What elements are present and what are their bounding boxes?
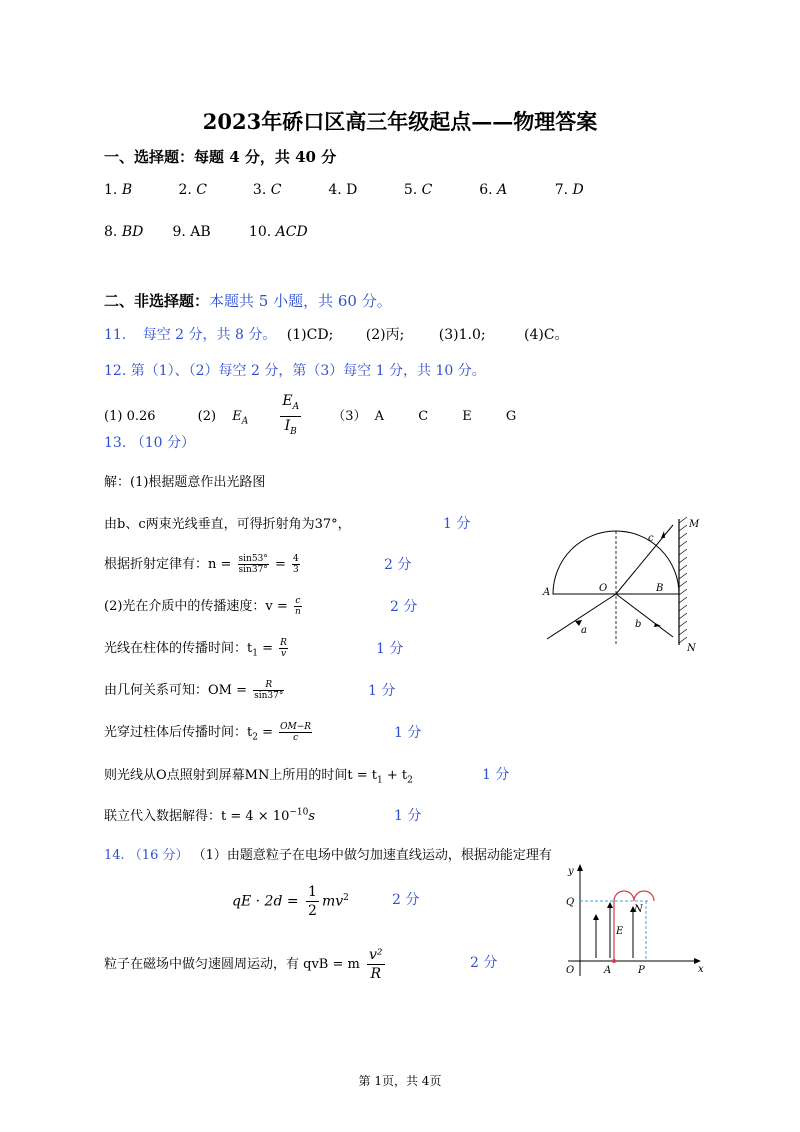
q13-line1: 解：(1)根据题意作出光路图 [104,475,266,490]
q14-eq1: qE · 2d = $\frac{1}{2}$ $mv^2$ [232,884,349,919]
label-P: P [638,965,645,976]
answer-item: 6. A [479,182,508,198]
label-A: A [604,965,612,976]
section2-heading: 二、非选择题：本题共 5 小题，共 60 分。 [104,292,392,310]
field-arrow-1 [593,914,599,920]
answers-row-1 [104,182,615,198]
page-title: 2023年硚口区高三年级起点——物理答案 [202,109,598,134]
ray-b [616,594,673,637]
answer-item: 2. C [178,182,207,198]
label-Q: Q [566,897,575,908]
q13-score-7: 1 分 [394,725,422,741]
label-A: A [543,587,551,598]
q13-score-3: 2 分 [384,557,412,573]
answer-item: 1. B [104,182,133,198]
y-axis-arrow [577,864,583,871]
trajectory-arcs [614,891,654,901]
q12-fraction: $\frac{E_A}{I_B}$ [282,393,300,437]
q14-score-2: 2 分 [470,955,498,971]
q11-line: 11. 每空 2 分，共 8 分。 (1)CD; (2)丙; (3)1.0; (4)C。 [104,327,569,343]
label-M: M [689,519,700,530]
answer-item: 9. AB [172,224,211,240]
q14-line2: 粒子在磁场中做匀速圆周运动，有 qvB = m $\frac{\text{v²}}{R}$ [104,947,383,982]
field-arrow-2 [607,902,613,908]
field-diagram [558,860,708,982]
point-a-dot [612,959,616,963]
arrow-c [661,531,665,538]
label-c: c [648,533,654,544]
label-E: E [616,926,624,937]
answer-item: 10. ACD [248,224,308,240]
q12-answers: (1) 0.26 (2) $E_A$ $\frac{E_A}{I_B}$ （3） A C E G [104,392,516,441]
q13-heading: 13. （10 分） [104,435,195,451]
label-b: b [635,619,642,630]
label-N: N [687,643,696,654]
optics-diagram [535,505,710,655]
q14-score-1: 2 分 [392,892,420,908]
answer-item: 8. BD [104,224,144,240]
q13-line9: 联立代入数据解得：$t = 4 \times 10^{-10}s$ [104,807,316,824]
q13-score-9: 1 分 [394,808,422,824]
page-footer: 第 1页，共 4页 [358,1074,442,1088]
screen-hatching [679,517,687,643]
arrow-b [654,623,661,627]
answer-item: 4. D [328,182,358,198]
section1-heading: 一、选择题：每题 4 分，共 40 分 [104,148,337,166]
q13-line5: 光线在柱体的传播时间：$t_1$ = $\frac{R}{v}$ [104,638,287,659]
label-a: a [581,625,587,636]
label-y: y [568,866,574,877]
q13-score-6: 1 分 [368,683,396,699]
q13-score-2: 1 分 [443,516,471,532]
q12-heading: 12. 第（1）、（2）每空 2 分，第（3）每空 1 分，共 10 分。 [104,363,486,379]
answers-row-2 [104,224,329,240]
answer-item: 7. D [554,182,584,198]
q13-line6: 由几何关系可知：OM = $\frac{R}{\sin 37^\circ}$ [104,680,284,701]
q14-line1: 14. （16 分） （1）由题意粒子在电场中做匀加速直线运动，根据动能定理有 [104,848,552,863]
q13-score-4: 2 分 [390,599,418,615]
label-O: O [599,583,608,594]
answer-item: 5. C [403,182,433,198]
answer-item: 3. C [252,182,282,198]
q13-line7: 光穿过柱体后传播时间：$t_2$ = $\frac{OM-R}{c}$ [104,722,312,743]
q13-score-5: 1 分 [376,641,404,657]
q13-score-8: 1 分 [482,767,510,783]
q13-line3: 根据折射定律有：n = $\frac{\sin 53^\circ}{\sin 37^\circ}$ = $\frac{4}{3}$ [104,554,299,575]
label-O: O [566,965,575,976]
label-N: N [634,904,643,915]
q13-line2: 由b、c两束光线垂直，可得折射角为37°， [104,517,351,532]
q13-line4: (2)光在介质中的传播速度：v = $\frac{c}{n}$ [104,596,301,617]
q13-line8: 则光线从O点照射到屏幕MN上所用的时间$t = t_1 + t_2$ [104,768,413,786]
label-B: B [656,583,664,594]
label-x: x [698,964,704,975]
